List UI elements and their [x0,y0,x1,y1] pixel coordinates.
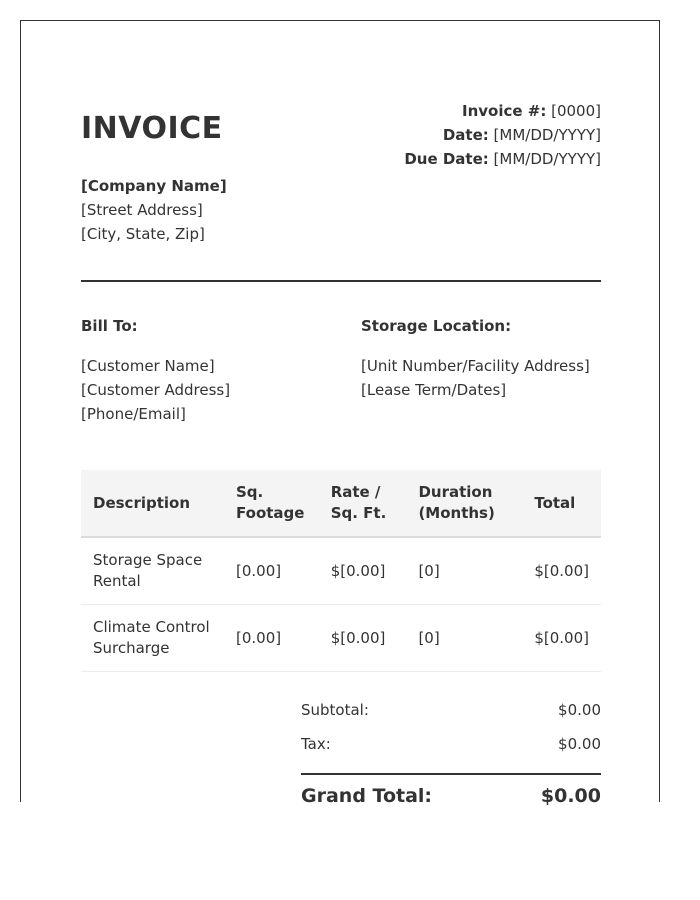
subtotal-label: Subtotal: [301,701,369,719]
company-info [81,174,227,246]
totals-section [301,691,601,809]
customer-name: [Customer Name] [81,357,215,375]
grand-total-label: Grand Total: [301,785,433,807]
header-divider [81,280,601,282]
cell-rate: $[0.00] [319,605,407,672]
invoice-date-line [404,123,601,147]
column-header-sq-footage: Sq. Footage [224,470,319,537]
invoice-number-label: Invoice #: [461,102,547,120]
line-items-table [81,470,601,672]
storage-location-heading: Storage Location: [361,317,512,335]
invoice-page [20,20,660,807]
column-header-duration: Duration (Months) [406,470,522,537]
storage-unit: [Unit Number/Facility Address] [361,357,590,375]
company-city: [City, State, Zip] [81,225,205,243]
grand-total-value: $0.00 [540,785,601,807]
cell-total: $[0.00] [522,605,601,672]
due-date-label: Due Date: [404,150,489,168]
grand-total-row [301,783,601,809]
cell-description: Storage Space Rental [81,537,224,605]
invoice-title: INVOICE [81,111,223,146]
customer-address: [Customer Address] [81,381,231,399]
cell-duration: [0] [406,605,522,672]
invoice-date-label: Date: [442,126,489,144]
storage-term: [Lease Term/Dates] [361,381,507,399]
due-date-value: [MM/DD/YYYY] [493,150,601,168]
customer-contact: [Phone/Email] [81,405,186,423]
cell-description: Climate Control Surcharge [81,605,224,672]
company-name: [Company Name] [81,177,227,195]
cell-rate: $[0.00] [319,537,407,605]
column-header-total: Total [522,470,601,537]
cell-duration: [0] [406,537,522,605]
bill-to-heading: Bill To: [81,317,138,335]
table-row [81,605,601,672]
company-street: [Street Address] [81,201,203,219]
table-row [81,537,601,605]
grand-total-divider [301,773,601,775]
column-header-rate: Rate / Sq. Ft. [319,470,407,537]
column-header-description: Description [81,470,224,537]
storage-location-section [361,314,590,402]
invoice-meta [404,99,601,171]
cell-sq-footage: [0.00] [224,605,319,672]
subtotal-value: $0.00 [558,701,601,719]
invoice-number-value: [0000] [551,102,601,120]
tax-row [301,725,601,759]
table-header-row [81,470,601,537]
cell-sq-footage: [0.00] [224,537,319,605]
tax-label: Tax: [301,735,331,753]
invoice-number-line [404,99,601,123]
cell-total: $[0.00] [522,537,601,605]
due-date-line [404,147,601,171]
bill-to-section [81,314,230,426]
tax-value: $0.00 [558,735,601,753]
invoice-date-value: [MM/DD/YYYY] [493,126,601,144]
subtotal-row [301,691,601,725]
